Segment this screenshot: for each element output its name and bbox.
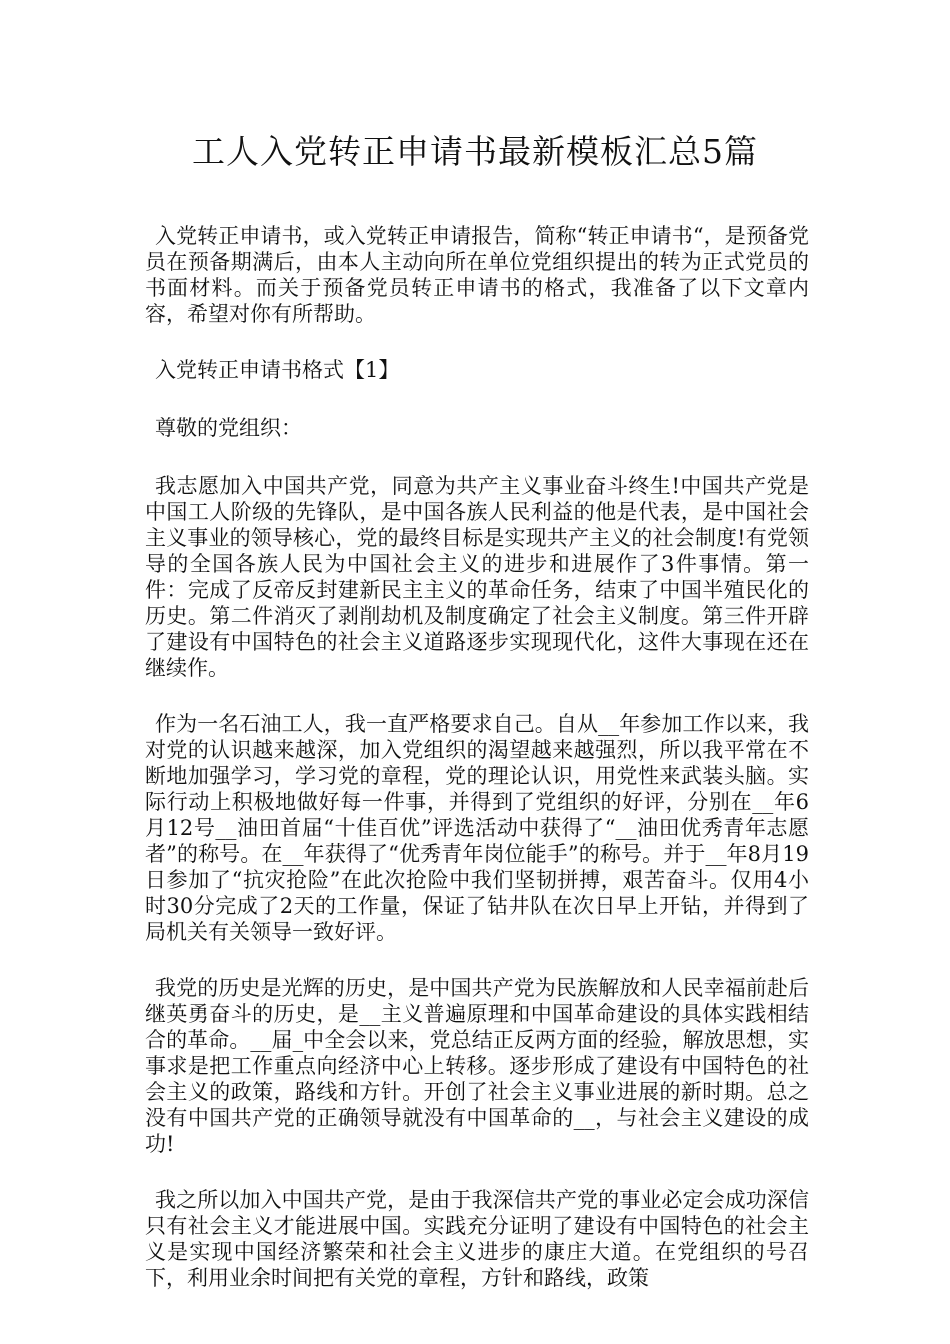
- section-heading: 入党转正申请书格式【1】: [155, 358, 400, 382]
- document-title: 工人入党转正申请书最新模板汇总5篇: [192, 132, 758, 171]
- document-body: [145, 223, 809, 1321]
- body-paragraph: 我之所以加入中国共产党，是由于我深信共产党的事业必定会成功深信只有社会主义才能进展中国。实践充分证明了建设有中国特色的社会主义是实现中国经济繁荣和社会主义进步的康庄大道。在党组织的号召下，利用业余时间把有关党的章程，方针和路线，政策: [145, 1188, 809, 1290]
- body-paragraph: 我志愿加入中国共产党，同意为共产主义事业奋斗终生!中国共产党是中国工人阶级的先锋队，是中国各族人民利益的他是代表，是中国社会主义事业的领导核心，党的最终目标是实现共产主义的社会制度!有党领导的全国各族人民为中国社会主义的进步和进展作了3件事情。第一件：完成了反帝反封建新民主主义的革命任务，结束了中国半殖民化的历史。第二件消灭了剥削劫机及制度确定了社会主义制度。第三件开辟了建设有中国特色的社会主义道路逐步实现现代化，这件大事现在还在继续作。: [145, 474, 809, 680]
- body-paragraph: 我党的历史是光辉的历史，是中国共产党为民族解放和人民幸福前赴后继英勇奋斗的历史，是__主义普遍原理和中国革命建设的具体实践相结合的革命。__届_中全会以来，党总结正反两方面的经验，解放思想，实事求是把工作重点向经济中心上转移。逐步形成了建设有中国特色的社会主义的政策，路线和方针。开创了社会主义事业进展的新时期。总之没有中国共产党的正确领导就没有中国革命的__，与社会主义建设的成功!: [145, 976, 809, 1156]
- body-paragraph: 作为一名石油工人，我一直严格要求自己。自从__年参加工作以来，我对党的认识越来越深，加入党组织的渴望越来越强烈，所以我平常在不断地加强学习，学习党的章程，党的理论认识，用党性来武装头脑。实际行动上积极地做好每一件事，并得到了党组织的好评，分别在__年6月12号__油田首届“十佳百优”评选活动中获得了“__油田优秀青年志愿者”的称号。在__年获得了“优秀青年岗位能手”的称号。并于__年8月19日参加了“抗灾抢险”在此次抢险中我们坚韧拼搏，艰苦奋斗。仅用4小时30分完成了2天的工作量，保证了钻井队在次日早上开钻，并得到了局机关有关领导一致好评。: [145, 712, 809, 944]
- intro-paragraph: 入党转正申请书，或入党转正申请报告，简称“转正申请书“，是预备党员在预备期满后，由本人主动向所在单位党组织提出的转为正式党员的书面材料。而关于预备党员转正申请书的格式，我准备了以下文章内容，希望对你有所帮助。: [145, 224, 809, 326]
- salutation: 尊敬的党组织：: [155, 416, 302, 440]
